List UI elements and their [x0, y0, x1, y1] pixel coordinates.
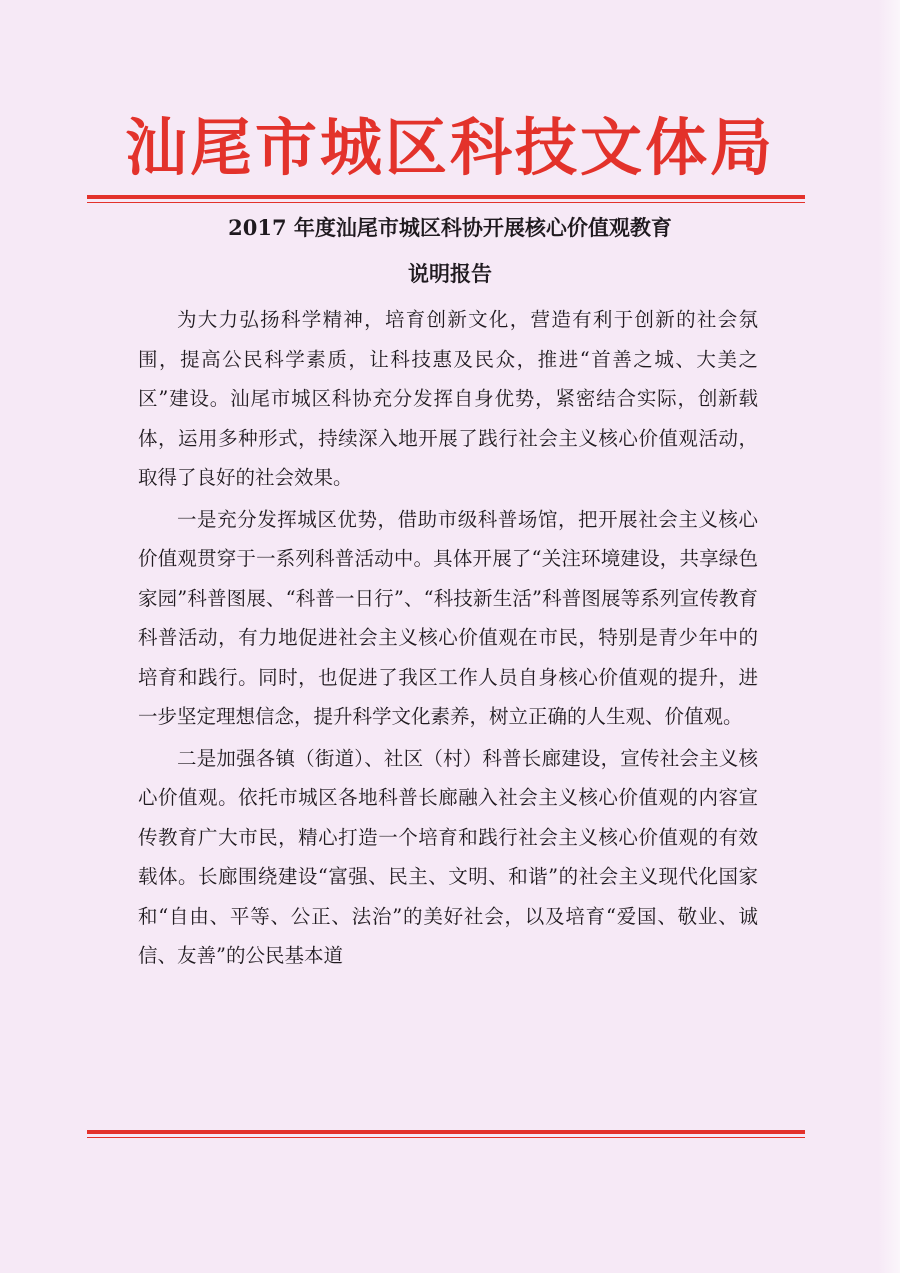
red-rule-thin — [87, 202, 805, 203]
footer-rule-thin — [87, 1137, 805, 1138]
paragraph-intro: 为大力弘扬科学精神，培育创新文化，营造有利于创新的社会氛围，提高公民科学素质，让科技惠及民众，推进“首善之城、大美之区”建设。汕尾市城区科协充分发挥自身优势，紧密结合实际，创新载体，运用多种形式，持续深入地开展了践行社会主义核心价值观活动，取得了良好的社会效果。 — [138, 308, 758, 489]
page-edge — [878, 0, 900, 1273]
footer-rule-thick — [87, 1130, 805, 1134]
letterhead-red-rule — [87, 195, 805, 203]
paragraph-point-two: 二是加强各镇（街道）、社区（村）科普长廊建设，宣传社会主义核心价值观。依托市城区各地科普长廊融入社会主义核心价值观的内容宣传教育广大市民，精心打造一个培育和践行社会主义核心价值观的有效载体。长廊围绕建设“富强、民主、文明、和谐”的社会主义现代化国家和“自由、平等、公正、法治”的美好社会，以及培育“爱国、敬业、诚信、友善”的公民基本道 — [138, 746, 758, 967]
document-title: 2017 年度汕尾市城区科协开展核心价值观教育 — [228, 215, 672, 240]
footer-red-rule — [87, 1130, 805, 1138]
red-rule-thick — [87, 195, 805, 199]
letterhead-title: 汕尾市城区科技文体局 — [124, 111, 775, 184]
document-body — [138, 300, 758, 978]
document-subtitle: 说明报告 — [408, 261, 492, 286]
paragraph-point-one: 一是充分发挥城区优势，借助市级科普场馆，把开展社会主义核心价值观贯穿于一系列科普活动中。具体开展了“关注环境建设，共享绿色家园”科普图展、“科普一日行”、“科技新生活”科普图展等系列宣传教育科普活动，有力地促进社会主义核心价值观在市民，特别是青少年中的培育和践行。同时，也促进了我区工作人员自身核心价值观的提升，进一步坚定理想信念，提升科学文化素养，树立正确的人生观、价值观。 — [138, 507, 758, 728]
